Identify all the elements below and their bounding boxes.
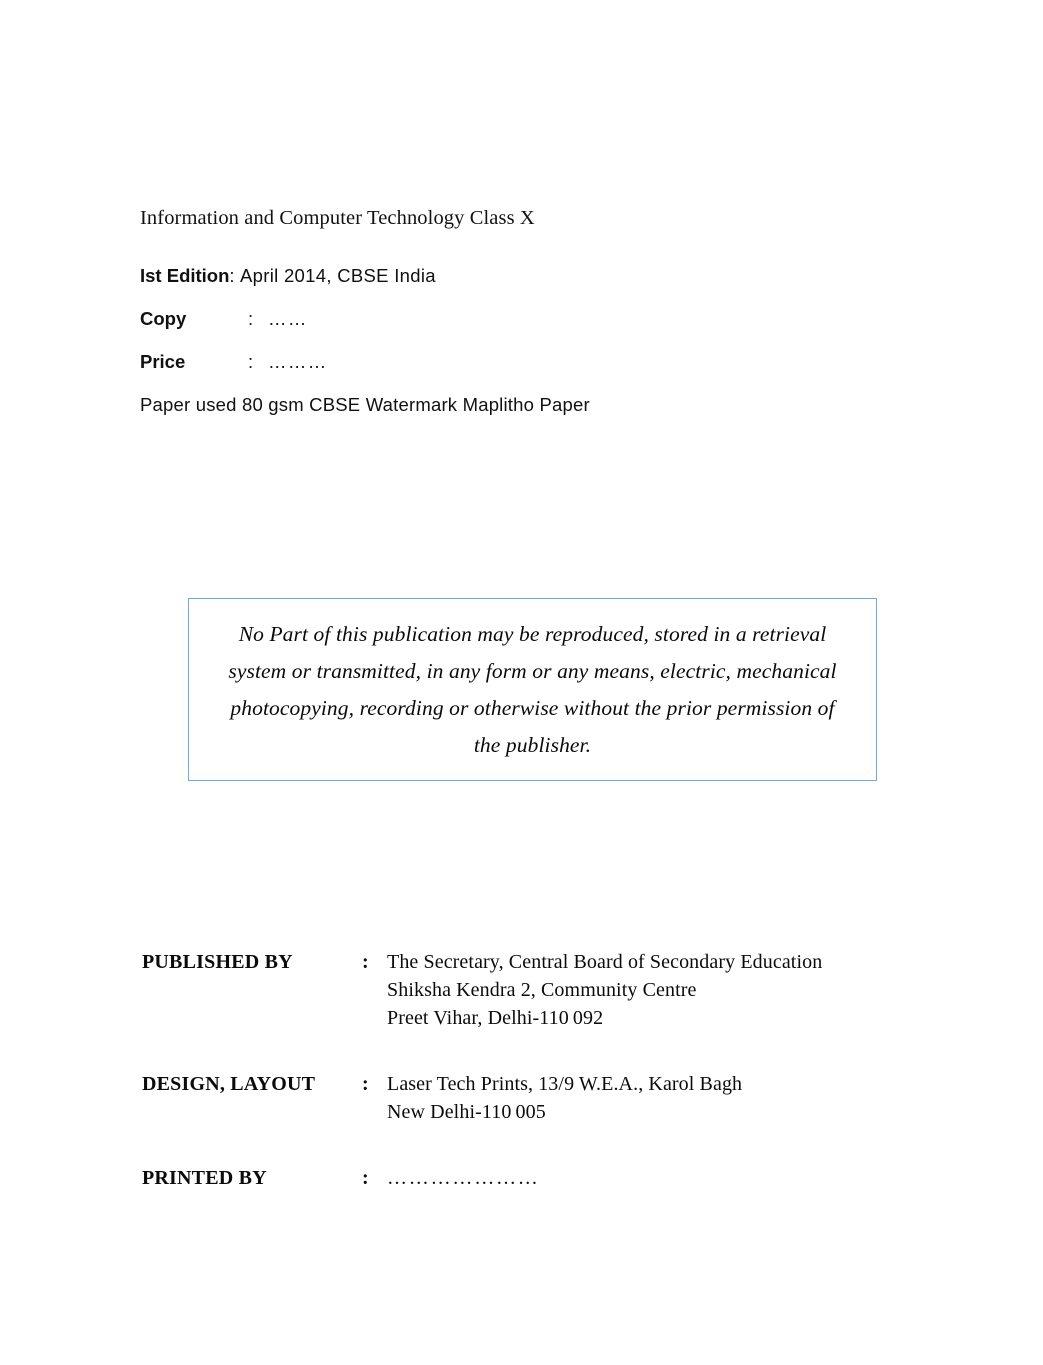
printed-by-colon: : bbox=[362, 1167, 369, 1189]
printed-by-value bbox=[387, 1164, 972, 1192]
published-by-colon: : bbox=[362, 951, 369, 973]
published-by-label: PUBLISHED BY bbox=[142, 951, 293, 973]
credit-row-printed-by bbox=[142, 1164, 972, 1192]
imprint-row-copy bbox=[140, 308, 940, 330]
edition-label: Ist Edition bbox=[140, 265, 230, 286]
design-layout-colon: : bbox=[362, 1073, 369, 1095]
published-by-line-3: Preet Vihar, Delhi-110 092 bbox=[387, 1007, 604, 1029]
credit-row-design-layout bbox=[142, 1070, 972, 1126]
design-layout-line-2: New Delhi-110 005 bbox=[387, 1101, 546, 1123]
edition-value: April 2014, CBSE India bbox=[240, 265, 436, 286]
design-layout-label: DESIGN, LAYOUT bbox=[142, 1073, 316, 1095]
credit-row-published-by bbox=[142, 948, 972, 1032]
copy-label: Copy bbox=[140, 308, 187, 329]
copy-colon: : bbox=[248, 308, 254, 329]
price-colon: : bbox=[248, 351, 254, 372]
printed-by-placeholder-dots: ………………… bbox=[387, 1167, 540, 1189]
copyright-notice-box bbox=[188, 598, 877, 781]
imprint-block bbox=[140, 205, 940, 416]
imprint-detail-list bbox=[140, 265, 940, 416]
paper-specification: Paper used 80 gsm CBSE Watermark Maplitho Paper bbox=[140, 394, 590, 415]
edition-colon: : bbox=[229, 265, 235, 286]
price-value: ……… bbox=[268, 351, 328, 372]
design-layout-line-1: Laser Tech Prints, 13/9 W.E.A., Karol Bagh bbox=[387, 1073, 743, 1095]
printed-by-label: PRINTED BY bbox=[142, 1167, 267, 1189]
imprint-row-edition bbox=[140, 265, 940, 287]
price-label: Price bbox=[140, 351, 186, 372]
copy-value: …… bbox=[268, 308, 308, 329]
publisher-credits bbox=[142, 948, 972, 1192]
design-layout-value bbox=[387, 1070, 972, 1126]
published-by-value bbox=[387, 948, 972, 1032]
imprint-row-price bbox=[140, 351, 940, 373]
page-title: Information and Computer Technology Class X bbox=[140, 207, 535, 229]
published-by-line-2: Shiksha Kendra 2, Community Centre bbox=[387, 979, 697, 1001]
published-by-line-1: The Secretary, Central Board of Secondary Education bbox=[387, 951, 823, 973]
copyright-notice-text: No Part of this publication may be reproduced, stored in a retrieval system or transmitted, in any form or any means, electric, mechanical photocopying, recording or otherwise without the prior permission of the publisher. bbox=[228, 621, 837, 757]
